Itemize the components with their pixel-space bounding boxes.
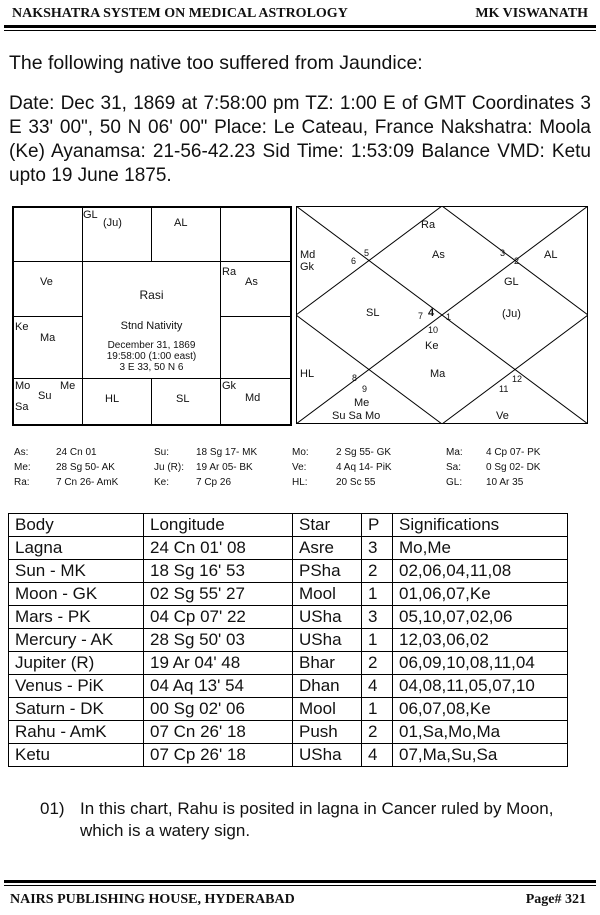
table-cell: 04 Cp 07' 22	[144, 606, 293, 629]
capricorn-ke: Ke	[15, 321, 29, 333]
table-cell: 1	[362, 629, 393, 652]
house-num-10: 10	[428, 325, 439, 335]
table-row	[9, 537, 568, 560]
north-su-sa-mo: Su Sa Mo	[332, 410, 381, 422]
house-libra	[151, 378, 221, 425]
page-number: Page# 321	[525, 892, 586, 907]
table-cell: Dhan	[293, 675, 362, 698]
pos-key: Sa:	[446, 462, 462, 473]
north-ma: Ma	[430, 368, 446, 380]
table-cell: 18 Sg 16' 53	[144, 560, 293, 583]
intro-text: The following native too suffered from Jaundice:	[9, 52, 423, 74]
table-cell: 24 Cn 01' 08	[144, 537, 293, 560]
table-cell: 3	[362, 606, 393, 629]
table-cell: Mool	[293, 583, 362, 606]
table-cell: 12,03,06,02	[393, 629, 568, 652]
book-title: NAKSHATRA SYSTEM ON MEDICAL ASTROLOGY	[12, 6, 348, 21]
table-cell: 2	[362, 560, 393, 583]
house-scorpio	[82, 378, 152, 425]
pos-value: 4 Aq 14- PiK	[336, 462, 392, 473]
table-row	[9, 629, 568, 652]
table-cell: Mo,Me	[393, 537, 568, 560]
pos-value: 19 Ar 05- BK	[196, 462, 253, 473]
table-cell: 07 Cp 26' 18	[144, 744, 293, 767]
table-cell: Rahu - AmK	[9, 721, 144, 744]
table-cell: Push	[293, 721, 362, 744]
pos-key: Ke:	[154, 477, 170, 488]
col-p: P	[362, 514, 393, 537]
pos-value: 7 Cp 26	[196, 477, 232, 488]
table-row	[9, 560, 568, 583]
table-cell: Jupiter (R)	[9, 652, 144, 675]
house-pisces	[13, 207, 83, 262]
north-ju: (Ju)	[502, 308, 521, 320]
house-leo	[220, 316, 291, 379]
col-body: Body	[9, 514, 144, 537]
rasi-center	[82, 261, 221, 379]
house-num-3: 3	[500, 248, 506, 258]
pos-value: 7 Cn 26- AmK	[56, 477, 119, 488]
publisher: NAIRS PUBLISHING HOUSE, HYDERABAD	[10, 892, 295, 907]
table-cell: USha	[293, 629, 362, 652]
north-gk: Gk	[300, 261, 315, 273]
table-cell: 3	[362, 537, 393, 560]
aquarius-ve: Ve	[40, 276, 53, 288]
scorpio-hl: HL	[105, 393, 120, 405]
table-cell: 00 Sg 02' 06	[144, 698, 293, 721]
birth-details: Date: Dec 31, 1869 at 7:58:00 pm TZ: 1:00 E of GMT Coordinates 3 E 33' 00", 50 N 06' 00" Place: Le Cateau, France Nakshatra: Moola (Ke) Ayanamsa: 21-56-42.23 Sid Time: 1:53:09 Balance VMD: Ketu upto 19 June 1875.	[9, 93, 591, 186]
pos-value: 2 Sg 55- GK	[336, 447, 392, 458]
col-star: Star	[293, 514, 362, 537]
table-cell: 06,09,10,08,11,04	[393, 652, 568, 675]
pos-value: 18 Sg 17- MK	[196, 447, 258, 458]
north-md: Md	[300, 249, 316, 261]
gemini-as: As	[245, 276, 258, 288]
pos-key: Ve:	[292, 462, 307, 473]
positions-row-3	[14, 477, 594, 492]
pos-key: Mo:	[292, 447, 309, 458]
table-row	[9, 606, 568, 629]
pos-value: 4 Cp 07- PK	[486, 447, 541, 458]
north-as: As	[432, 249, 445, 261]
house-num-8: 8	[352, 373, 358, 383]
pos-value: 28 Sg 50- AK	[56, 462, 115, 473]
table-row	[9, 652, 568, 675]
sag-me: Me	[60, 380, 76, 392]
table-row	[9, 698, 568, 721]
table-cell: 2	[362, 652, 393, 675]
pos-key: HL:	[292, 477, 308, 488]
sag-mo: Mo	[15, 380, 31, 392]
table-cell: 1	[362, 583, 393, 606]
pos-key: Ra:	[14, 477, 30, 488]
table-cell: Asre	[293, 537, 362, 560]
rasi-time: 19:58:00 (1:00 east)	[106, 351, 197, 362]
planet-positions	[14, 447, 594, 492]
table-cell: 01,Sa,Mo,Ma	[393, 721, 568, 744]
house-num-4: 4	[428, 307, 435, 319]
house-num-12: 12	[512, 374, 523, 384]
footer-rule-thin	[4, 885, 596, 886]
table-cell: Sun - MK	[9, 560, 144, 583]
north-me: Me	[354, 397, 370, 409]
pos-value: 24 Cn 01	[56, 447, 97, 458]
table-cell: Saturn - DK	[9, 698, 144, 721]
house-virgo	[220, 378, 291, 425]
table-cell: USha	[293, 606, 362, 629]
table-cell: Mars - PK	[9, 606, 144, 629]
house-sagittarius	[13, 378, 83, 425]
table-row	[9, 744, 568, 767]
table-cell: Ketu	[9, 744, 144, 767]
pos-key: GL:	[446, 477, 463, 488]
house-num-7: 7	[418, 311, 424, 321]
north-chart-lines	[296, 206, 588, 424]
north-hl: HL	[300, 368, 315, 380]
table-row	[9, 721, 568, 744]
positions-row-2	[14, 462, 594, 477]
table-cell: Lagna	[9, 537, 144, 560]
page-header	[6, 4, 594, 26]
table-row	[9, 583, 568, 606]
table-cell: Moon - GK	[9, 583, 144, 606]
north-gl: GL	[504, 276, 519, 288]
table-cell: 28 Sg 50' 03	[144, 629, 293, 652]
table-cell: 05,10,07,02,06	[393, 606, 568, 629]
house-num-5: 5	[364, 248, 370, 258]
table-cell: 01,06,07,Ke	[393, 583, 568, 606]
table-cell: 4	[362, 744, 393, 767]
table-cell: 04 Aq 13' 54	[144, 675, 293, 698]
house-num-9: 9	[362, 384, 368, 394]
north-ke: Ke	[425, 340, 439, 352]
positions-row-1	[14, 447, 594, 462]
table-cell: 07 Cn 26' 18	[144, 721, 293, 744]
north-ve: Ve	[496, 410, 509, 422]
table-cell: 06,07,08,Ke	[393, 698, 568, 721]
sag-su: Su	[38, 390, 52, 402]
table-cell: 2	[362, 721, 393, 744]
aries-al: AL	[174, 217, 188, 229]
pos-key: Su:	[154, 447, 170, 458]
rasi-date: December 31, 1869	[107, 340, 196, 351]
north-chart	[296, 206, 588, 424]
rasi-subtitle: Stnd Nativity	[120, 320, 183, 332]
rasi-coords: 3 E 33, 50 N 6	[119, 362, 184, 373]
footer-rule	[4, 880, 596, 883]
house-taurus	[151, 207, 221, 262]
significations-table	[8, 513, 568, 767]
north-sl: SL	[366, 307, 380, 319]
author-name: MK VISWANATH	[475, 6, 588, 21]
table-cell: 1	[362, 698, 393, 721]
pisces-ju: (Ju)	[103, 217, 122, 229]
pos-value: 10 Ar 35	[486, 477, 524, 488]
house-gemini	[220, 207, 291, 262]
virgo-md: Md	[245, 392, 261, 404]
table-cell: USha	[293, 744, 362, 767]
table-cell: Bhar	[293, 652, 362, 675]
table-cell: PSha	[293, 560, 362, 583]
house-num-6: 6	[351, 256, 357, 266]
house-num-11: 11	[499, 384, 509, 394]
table-cell: 02 Sg 55' 27	[144, 583, 293, 606]
pos-key: Ju (R):	[154, 462, 184, 473]
pos-value: 20 Sc 55	[336, 477, 376, 488]
header-rule	[4, 25, 596, 28]
table-cell: 02,06,04,11,08	[393, 560, 568, 583]
house-aquarius	[13, 261, 83, 317]
table-cell: Mool	[293, 698, 362, 721]
table-cell: 07,Ma,Su,Sa	[393, 744, 568, 767]
house-cancer	[220, 261, 291, 317]
house-capricorn	[13, 316, 83, 379]
pos-value: 0 Sg 02- DK	[486, 462, 541, 473]
rasi-chart	[12, 206, 292, 426]
pos-key: As:	[14, 447, 29, 458]
sag-sa: Sa	[15, 401, 29, 413]
note-text: In this chart, Rahu is posited in lagna in Cancer ruled by Moon, which is a watery sign.	[80, 799, 554, 840]
table-cell: 19 Ar 04' 48	[144, 652, 293, 675]
north-al: AL	[544, 249, 558, 261]
col-longitude: Longitude	[144, 514, 293, 537]
north-ra: Ra	[421, 219, 436, 231]
table-cell: 04,08,11,05,07,10	[393, 675, 568, 698]
virgo-gk: Gk	[222, 380, 237, 392]
libra-sl: SL	[176, 393, 190, 405]
house-aries	[82, 207, 152, 262]
table-cell: Mercury - AK	[9, 629, 144, 652]
pisces-gl: GL	[83, 209, 98, 221]
table-cell: Venus - PiK	[9, 675, 144, 698]
house-num-2: 2	[514, 256, 520, 266]
note-number: 01)	[40, 799, 65, 818]
table-header-row	[9, 514, 568, 537]
table-cell: 4	[362, 675, 393, 698]
table-row	[9, 675, 568, 698]
rasi-title: Rasi	[139, 288, 164, 302]
gemini-ra: Ra	[222, 266, 237, 278]
capricorn-ma: Ma	[40, 332, 56, 344]
pos-key: Me:	[14, 462, 31, 473]
header-rule-thin	[4, 30, 596, 31]
pos-key: Ma:	[446, 447, 463, 458]
house-num-1: 1	[446, 312, 452, 322]
col-significations: Significations	[393, 514, 568, 537]
